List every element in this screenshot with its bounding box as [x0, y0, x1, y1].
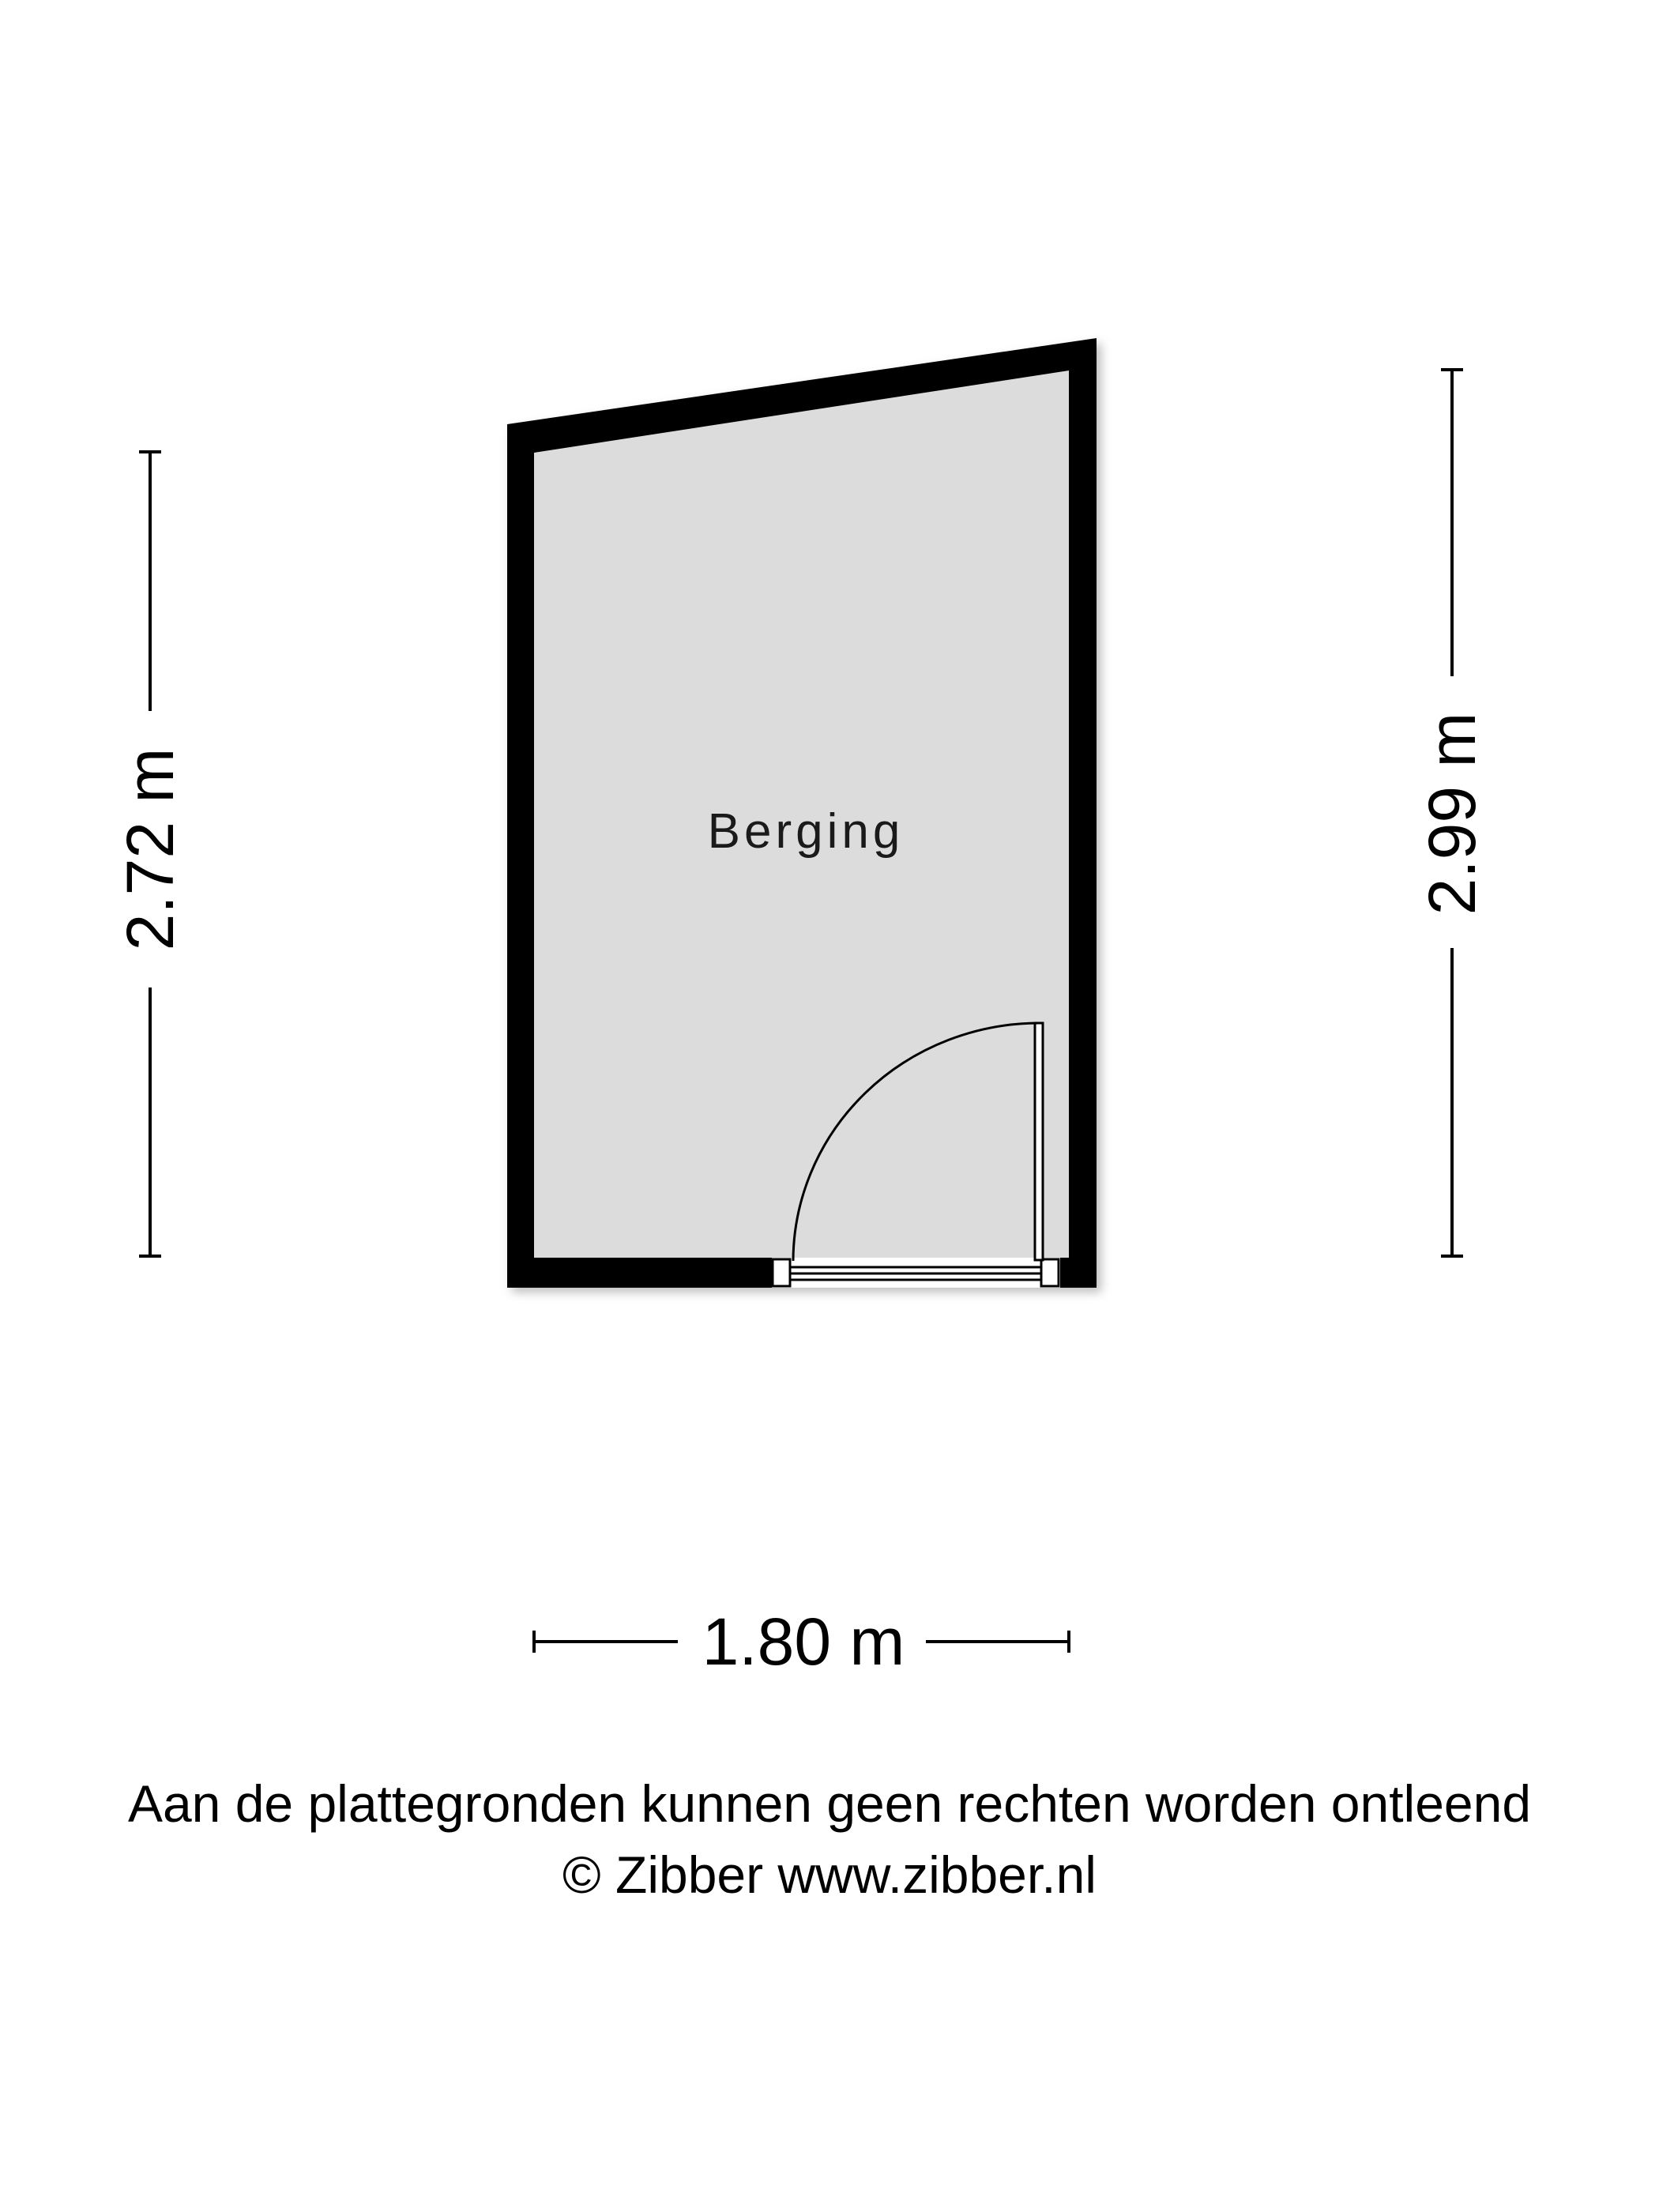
disclaimer-text: Aan de plattegronden kunnen geen rechten worden ontleend — [127, 1774, 1532, 1833]
dimension-bottom-label: 1.80 m — [702, 1604, 905, 1679]
room-label: Berging — [707, 804, 905, 859]
dimension-left-label: 2.72 m — [113, 747, 187, 951]
dimension-right-label: 2.99 m — [1415, 712, 1489, 916]
room-berging — [507, 338, 1097, 1288]
copyright-text: © Zibber www.zibber.nl — [562, 1845, 1097, 1904]
door-leaf — [1035, 1023, 1043, 1260]
